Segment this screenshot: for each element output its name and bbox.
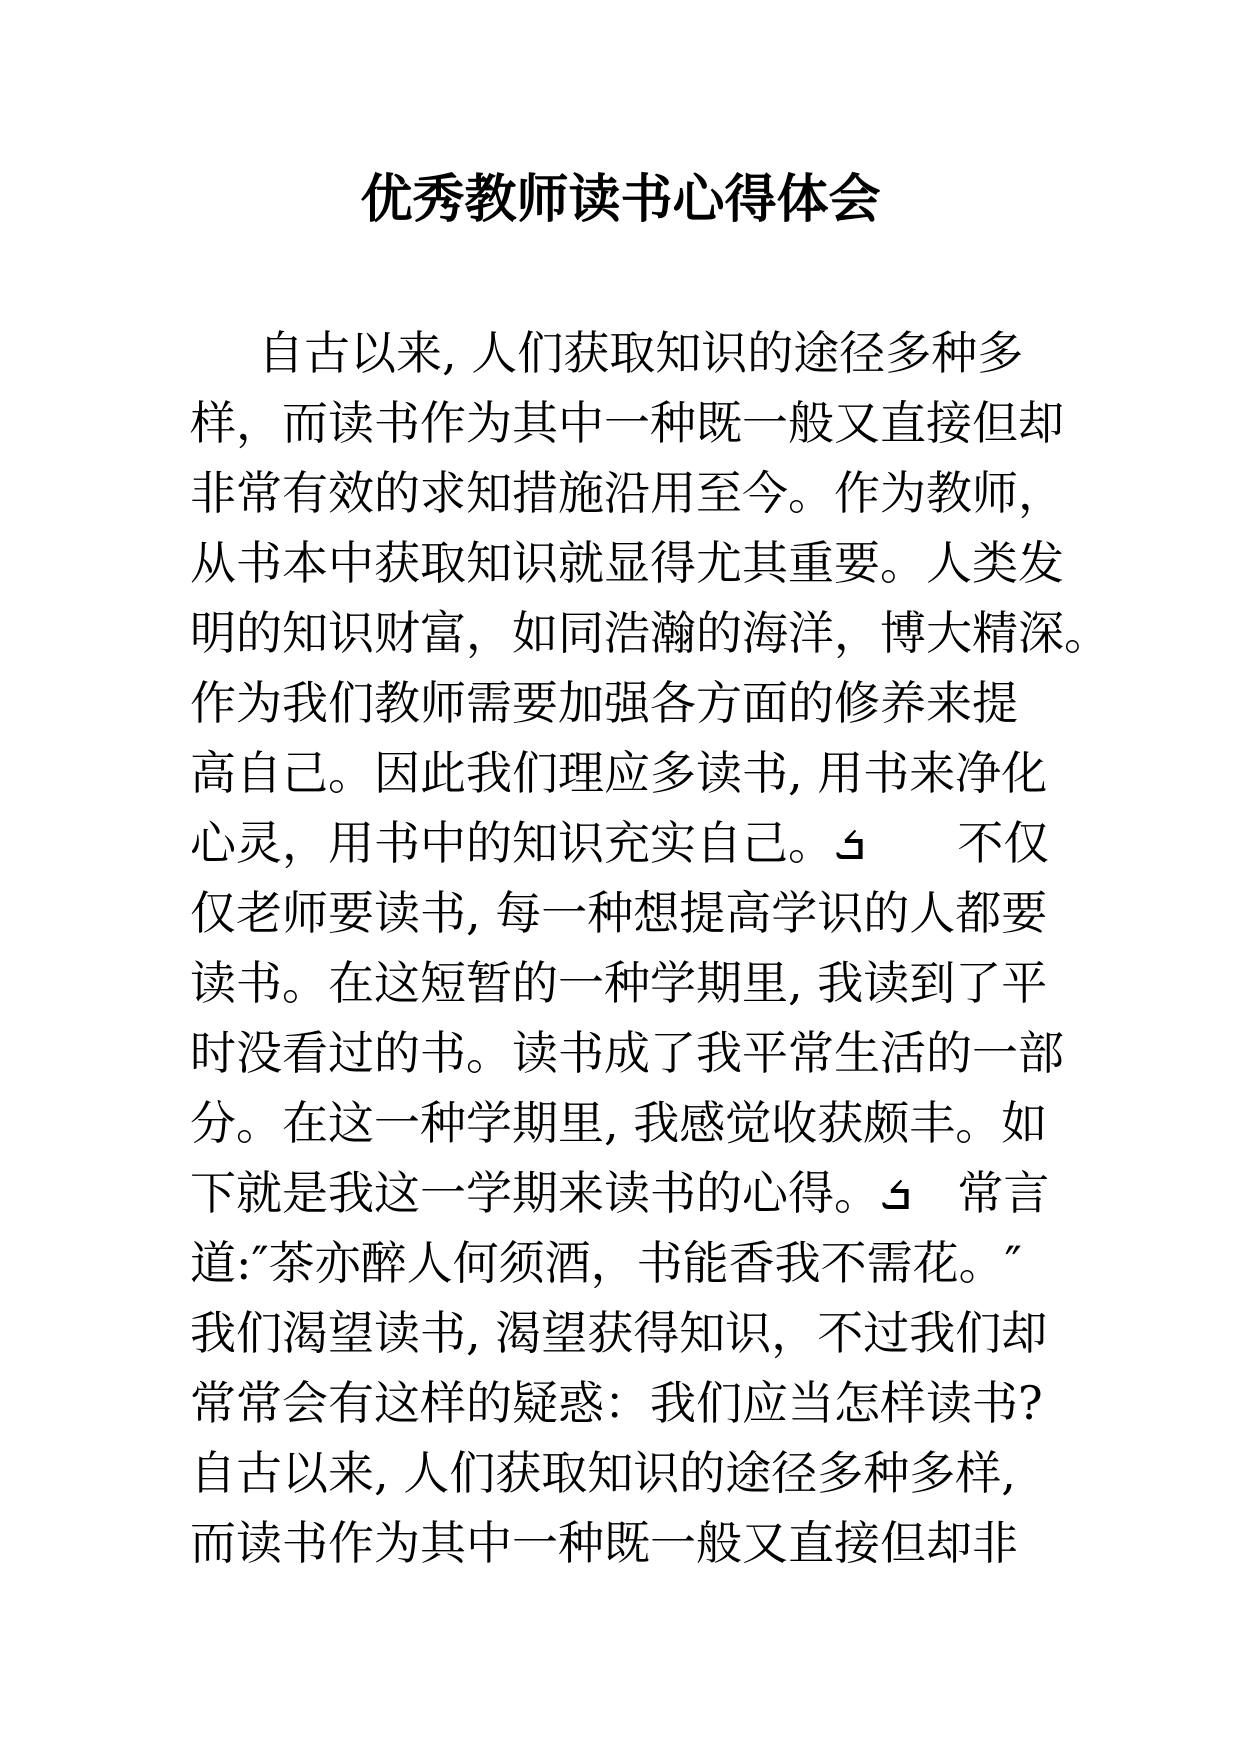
- body-line: 样，而读书作为其中一种既一般又直接但却: [190, 396, 1064, 450]
- body-line: 时没看过的书。读书成了我平常生活的一部: [190, 1026, 1064, 1080]
- body-line: 作为我们教师需要加强各方面的修养来提: [190, 676, 1018, 730]
- body-line: 明的知识财富，如同浩瀚的海洋，博大精深。: [190, 606, 1110, 660]
- document-title: 优秀教师读书心得体会: [360, 169, 881, 230]
- body-line: 而读书作为其中一种既一般又直接但却非: [190, 1516, 1018, 1570]
- body-line: 仅老师要读书, 每一种想提高学识的人都要: [190, 886, 1048, 940]
- body-line: 自古以来, 人们获取知识的途径多种多样,: [190, 1446, 1016, 1500]
- body-line: 下就是我这一学期来读书的心得。ܭ 常言: [190, 1166, 1050, 1220]
- body-line: 非常有效的求知措施沿用至今。作为教师，: [190, 466, 1064, 520]
- body-line: 我们渴望读书, 渴望获得知识，不过我们却: [190, 1306, 1048, 1360]
- body-line: 高自己。因此我们理应多读书, 用书来净化: [190, 746, 1048, 800]
- body-line: 读书。在这短暂的一种学期里, 我读到了平: [190, 956, 1048, 1010]
- body-line: 心灵，用书中的知识充实自己。ܭ 不仅: [190, 816, 1050, 870]
- body-line: 从书本中获取知识就显得尤其重要。人类发: [190, 536, 1064, 590]
- body-line: 常常会有这样的疑惑：我们应当怎样读书?: [190, 1376, 1043, 1430]
- body-line: 分。在这一种学期里, 我感觉收获颇丰。如: [190, 1096, 1048, 1150]
- body-line: 自古以来, 人们获取知识的途径多种多: [258, 326, 1024, 380]
- body-line: 道:″茶亦醉人何须酒，书能香我不需花。″: [190, 1236, 1022, 1290]
